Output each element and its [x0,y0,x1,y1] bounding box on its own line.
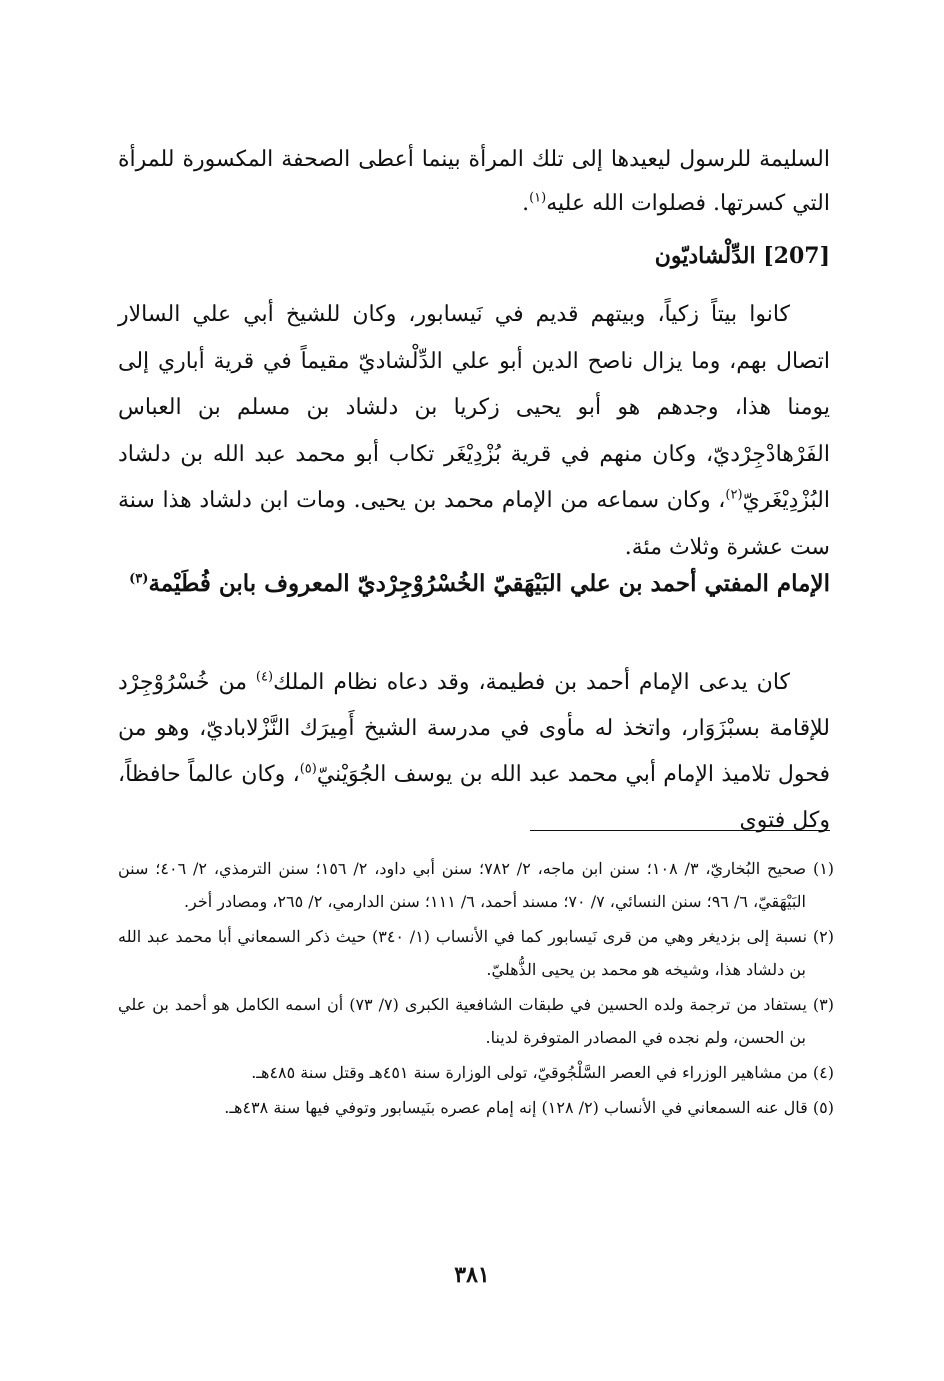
footnote-3: (٣) يستفاد من ترجمة ولده الحسين في طبقات الشافعية الكبرى (٧/ ٧٣) أن اسمه الكامل هو أحمد بن علي بن الحسن، ولم نجده في المصادر المتوفرة لدينا. [118,995,834,1047]
intro-text: السليمة للرسول ليعيدها إلى تلك المرأة بينما أعطى الصحفة المكسورة للمرأة التي كسرتها. فصلوات الله عليه [118,147,830,216]
ibn-futayma-text-c: ، وكان عالماً حافظاً، وكل فتوى [118,762,830,833]
footnote-ref-5[interactable]: (٥) [299,761,317,777]
ibn-futayma-text-a: كان يدعى الإمام أحمد بن فطيمة، وقد دعاه نظام الملك [273,670,790,695]
dilshadiyun-text: كانوا بيتاً زكياً، وبيتهم قديم في نَيسابور، وكان للشيخ أبي علي السالار اتصال بهم، وما يزال ناصح الدين أبو علي الدِّلْشاديّ مقيماً في قرية أباري إلى يومنا هذا، وجدهم هو أبو يحيى زكريا بن دلشاد بن مسلم بن العباس الفَرْهادْجِرْديّ، وكان منهم في قرية بُزْدِيْغَر تكاب أبو محمد عبد الله بن دلشاد البُزْدِيْغَريّ [118,302,830,513]
footnote-5: (٥) قال عنه السمعاني في الأنساب (٢/ ١٢٨) إنه إمام عصره بنَيسابور وتوفي فيها سنة ٤٣٨هـ. [224,1098,834,1117]
footnote-ref-3[interactable]: (٣) [129,571,149,587]
footnote-4: (٤) من مشاهير الوزراء في العصر السَّلْجُوقيّ، تولى الوزارة سنة ٤٥١هـ وقتل سنة ٤٨٥هـ. [251,1063,834,1082]
footnote-2: (٢) نسبة إلى بزديغر وهي من قرى نَيسابور كما في الأنساب (١/ ٣٤٠) حيث ذكر السمعاني أبا محمد عبد الله بن دلشاد هذا، وشيخه هو محمد بن يحيى الذُّهليّ. [118,927,835,979]
section-heading-dilshadiyun: [207] الدِّلْشاديّون [654,243,830,269]
footnote-ref-4[interactable]: (٤) [255,669,274,685]
intro-end: . [522,191,530,216]
ibn-futayma-paragraph [118,660,830,844]
footnote-1: (١) صحيح البُخاريّ، ٣/ ١٠٨؛ سنن ابن ماجه، ٢/ ٧٨٢؛ سنن أبي داود، ٢/ ١٥٦؛ سنن الترمذي، ٢/ ٤٠٦؛ سنن البَيْهَقيّ، ٦/ ٩٦؛ سنن النسائي، ٧/ ٧٠؛ مسند أحمد، ٦/ ١١١؛ سنن الدارمي، ٢/ ٢٦٥، ومصادر أخر. [118,859,835,911]
section-heading-ibn-futayma [118,562,830,606]
ibn-futayma-text-b: من خُسْرُوْجِرْد للإقامة بسبْزَوَار، واتخذ له مأوى في مدرسة الشيخ أَمِيرَك النَّزْلاباديّ، وهو من فحول تلاميذ الإمام أبي محمد عبد الله بن يوسف الجُوَيْنيّ [118,670,830,787]
footnotes-section [118,852,834,1126]
intro-paragraph [118,138,830,226]
dilshadiyun-paragraph [118,292,830,571]
page-number: ٣٨١ [454,1262,490,1288]
ibn-futayma-title-text: الإمام المفتي أحمد بن علي البَيْهَقيّ الخُسْرُوْجِرْديّ المعروف بابن فُطَيْمة [148,570,830,597]
footnote-ref-1[interactable]: (١) [529,190,547,206]
dilshadiyun-text-end: ، وكان سماعه من الإمام محمد بن يحيى. ومات ابن دلشاد هذا سنة ست عشرة وثلاث مئة. [118,488,830,560]
footnote-divider [530,830,830,831]
footnote-ref-2[interactable]: (٢) [725,487,743,503]
